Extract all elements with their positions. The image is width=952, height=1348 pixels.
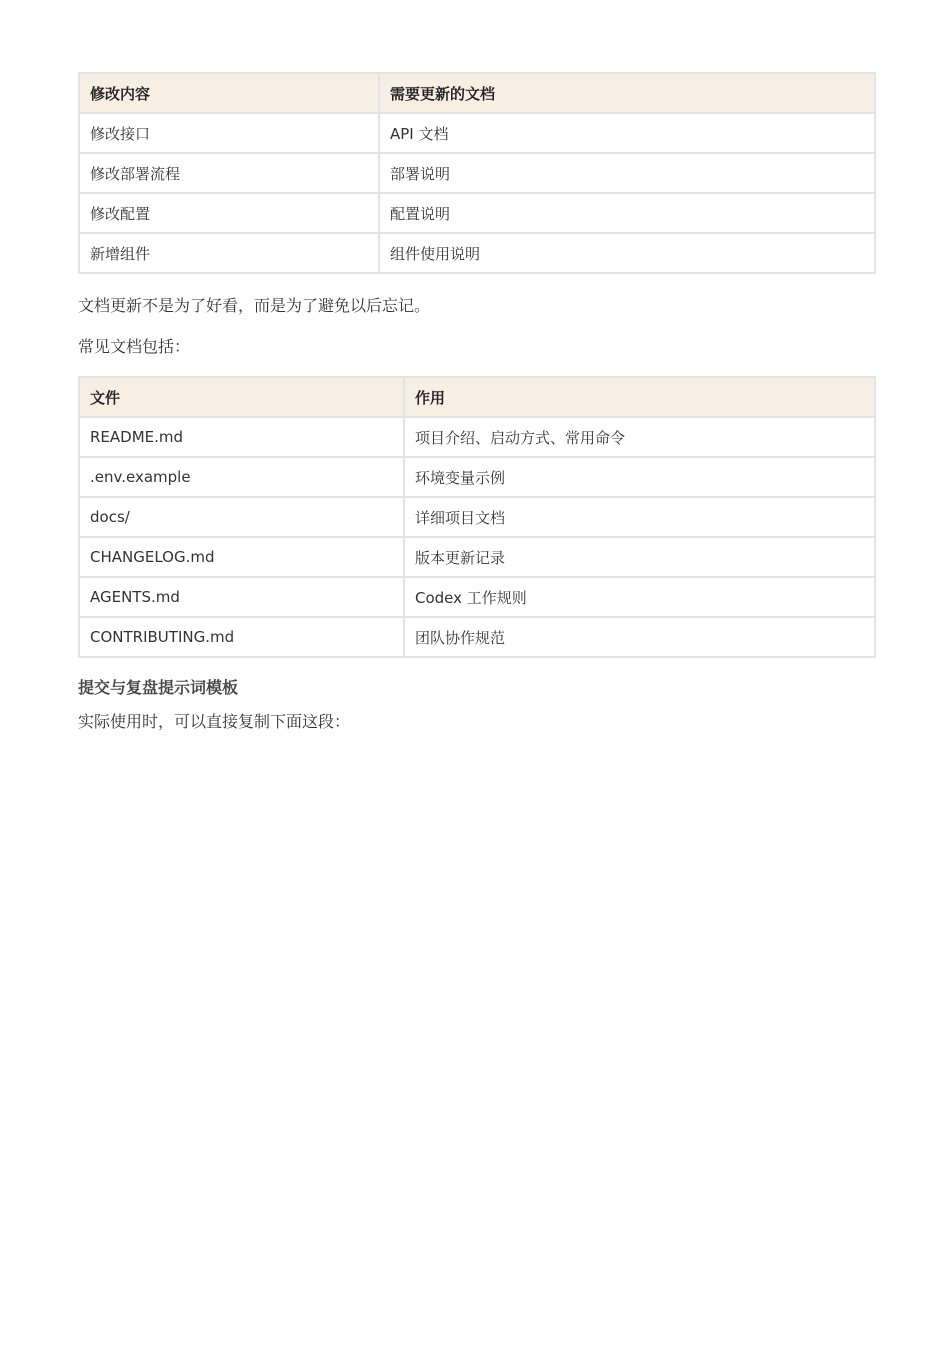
table-header-row	[79, 73, 875, 113]
document-page	[78, 72, 876, 734]
table-cell: 详细项目文档	[404, 497, 875, 537]
paragraph-usage: 实际使用时，可以直接复制下面这段：	[78, 712, 351, 731]
table-row	[79, 193, 875, 233]
table-cell: 项目介绍、启动方式、常用命令	[404, 417, 875, 457]
column-header: 修改内容	[79, 73, 379, 113]
docs-update-table	[78, 72, 876, 274]
table-row	[79, 577, 875, 617]
table-cell: 配置说明	[379, 193, 875, 233]
table-cell: 修改接口	[79, 113, 379, 153]
table-cell: 版本更新记录	[404, 537, 875, 577]
table-row	[79, 617, 875, 657]
table-cell: 修改配置	[79, 193, 379, 233]
table-row	[79, 113, 875, 153]
paragraph-doc-purpose: 文档更新不是为了好看，而是为了避免以后忘记。	[78, 296, 431, 315]
table-row	[79, 233, 875, 273]
table-cell: 环境变量示例	[404, 457, 875, 497]
table-row	[79, 497, 875, 537]
common-files-table	[78, 376, 876, 658]
table-row	[79, 153, 875, 193]
table-row	[79, 417, 875, 457]
column-header: 文件	[79, 377, 404, 417]
column-header: 需要更新的文档	[379, 73, 875, 113]
table-cell: README.md	[79, 417, 404, 457]
paragraph-common-docs: 常见文档包括：	[78, 337, 191, 356]
table-cell: .env.example	[79, 457, 404, 497]
table-cell: AGENTS.md	[79, 577, 404, 617]
table-row	[79, 537, 875, 577]
table-header-row	[79, 377, 875, 417]
table-row	[79, 457, 875, 497]
table-cell: docs/	[79, 497, 404, 537]
table-cell: 修改部署流程	[79, 153, 379, 193]
table-cell: 团队协作规范	[404, 617, 875, 657]
table-cell: CHANGELOG.md	[79, 537, 404, 577]
section-heading: 提交与复盘提示词模板	[78, 678, 239, 697]
table-cell: API 文档	[379, 113, 875, 153]
table-cell: Codex 工作规则	[404, 577, 875, 617]
table-cell: 部署说明	[379, 153, 875, 193]
table-cell: 组件使用说明	[379, 233, 875, 273]
table-cell: 新增组件	[79, 233, 379, 273]
table-cell: CONTRIBUTING.md	[79, 617, 404, 657]
column-header: 作用	[404, 377, 875, 417]
